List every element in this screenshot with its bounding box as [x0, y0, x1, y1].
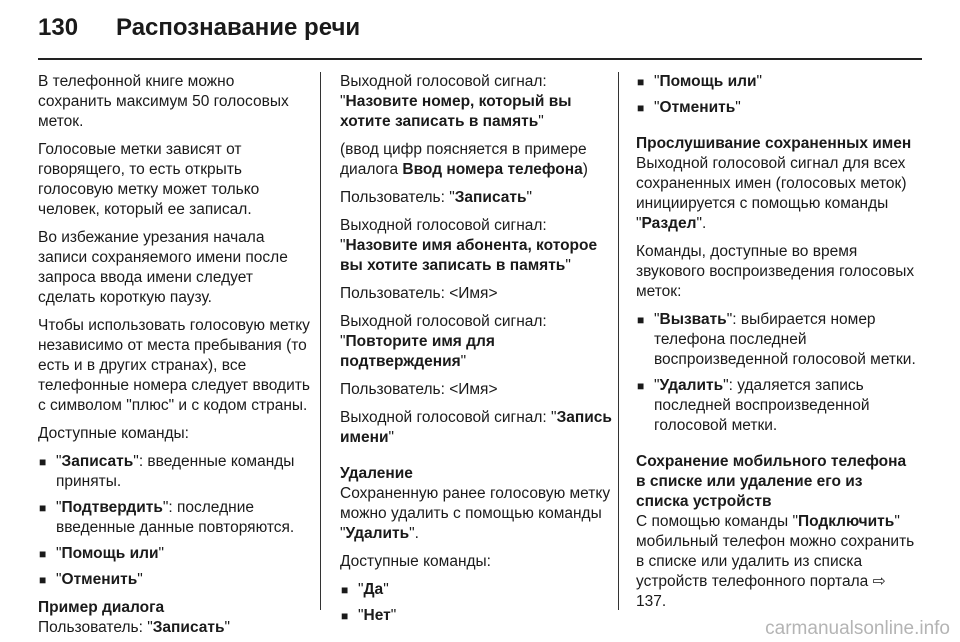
system-prompt-3: Выходной голосовой сигнал: "Повторите имя для подтверждения" — [340, 313, 547, 370]
list-item: ■ "Нет" — [340, 606, 612, 626]
list-item: ■ "Подтвердить": последние введенные данные повторяются. — [38, 498, 310, 538]
system-prompt-1: Выходной голосовой сигнал: "Назовите номер, который вы хотите записать в память" — [340, 73, 572, 130]
column-divider-2 — [618, 72, 619, 610]
command-desc: : введенные команды приняты. — [56, 453, 295, 490]
command-list — [38, 452, 310, 590]
save-text-pre: С помощью команды — [636, 513, 793, 530]
system-prompt-2: Выходной голосовой сигнал: "Назовите имя абонента, которое вы хотите записать в память" — [340, 217, 598, 274]
watermark: carmanualsonline.info — [765, 618, 950, 639]
column-3 — [636, 72, 916, 620]
listen-heading: Прослушивание сохраненных имен — [636, 135, 912, 152]
user-command: Записать — [152, 619, 225, 636]
command-name: Нет — [363, 607, 391, 624]
system-label: Выходной голосовой сигнал: — [340, 217, 547, 234]
command-name: Удалить — [659, 377, 724, 394]
note-reference: Ввод номера телефона — [402, 161, 583, 178]
user-label: Пользователь: — [38, 619, 148, 636]
note-digit-input — [340, 140, 612, 180]
save-paragraph: С помощью команды "Подключить" мобильный телефон можно сохранить в списке или удалить из списка устройств телефонного портала ⇨ 137. — [636, 513, 915, 610]
page-title: Распознавание речи — [116, 14, 361, 41]
command-list-2 — [340, 580, 612, 626]
system-label: Выходной голосовой сигнал: — [340, 73, 547, 90]
system-label: Выходной голосовой сигнал: — [340, 313, 547, 330]
page-reference[interactable]: 137 — [636, 593, 662, 610]
paragraph-voice-tag-capacity: В телефонной книге можно сохранить максимум 50 голосовых меток. — [38, 73, 289, 130]
column-divider-1 — [320, 72, 321, 610]
delete-paragraph: Сохраненную ранее голосовую метку можно удалить с помощью команды "Удалить". — [340, 485, 611, 542]
command-name: Отменить — [659, 99, 736, 116]
user-label: Пользователь: — [340, 189, 450, 206]
dialog-user-line: Пользователь: "Записать" — [38, 619, 231, 636]
delete-command: Удалить — [345, 525, 410, 542]
column-2 — [340, 72, 612, 634]
delete-text: Сохраненную ранее голосовую метку можно удалить с помощью команды — [340, 485, 611, 522]
prompt-text: Повторите имя для подтверждения — [340, 333, 495, 370]
delete-heading: Удаление — [340, 465, 413, 482]
header-rule — [38, 58, 922, 60]
list-item: ■ "Да" — [340, 580, 612, 600]
prompt-text: Назовите имя абонента, которое вы хотите записать в память — [340, 237, 598, 274]
user-command: Записать — [454, 189, 527, 206]
list-item: ■ "Помощь или" — [636, 72, 916, 92]
prompt-text: Назовите номер, который вы хотите записать в память — [340, 93, 572, 130]
command-list-3 — [636, 72, 916, 118]
commands-intro-2: Доступные команды: — [340, 553, 491, 570]
column-1 — [38, 72, 310, 638]
list-item: ■ "Записать": введенные команды приняты. — [38, 452, 310, 492]
commands-intro: Доступные команды: — [38, 425, 189, 442]
note-text: (ввод цифр поясняется в примере диалога — [340, 141, 587, 178]
page-number: 130 — [38, 14, 79, 41]
user-line-record: Пользователь: "Записать" — [340, 189, 533, 206]
playback-command-list — [636, 310, 916, 436]
system-prompt-4: Выходной голосовой сигнал: "Запись имени" — [340, 409, 612, 446]
listen-text: Выходной голосовой сигнал для всех сохраненных имен (голосовых меток) инициируется с помощью команды — [636, 155, 907, 212]
playback-intro: Команды, доступные во время звукового воспроизведения голосовых меток: — [636, 243, 915, 300]
list-item: ■ "Вызвать": выбирается номер телефона последней воспроизведенной голосовой метки. — [636, 310, 916, 370]
command-name: Да — [363, 581, 384, 598]
command-name: Записать — [61, 453, 134, 470]
command-desc: : последние введенные данные повторяются. — [56, 499, 295, 536]
note-close: ) — [582, 161, 588, 178]
prompt-text: Запись имени — [340, 409, 612, 446]
command-name: Помощь или — [61, 545, 159, 562]
command-name: Вызвать — [659, 311, 727, 328]
paragraph-pause-advice: Во избежание урезания начала записи сохраняемого имени после запроса ввода имени следует сделать короткую паузу. — [38, 229, 288, 306]
command-desc: : выбирается номер телефона последней воспроизведенной голосовой метки. — [654, 311, 916, 368]
command-name: Помощь или — [659, 73, 757, 90]
arrow-reference-icon: ⇨ — [872, 573, 886, 590]
paragraph-speaker-dependent: Голосовые метки зависят от говорящего, то есть открыть голосовую метку может только человек, который ее записал. — [38, 141, 260, 218]
command-name: Отменить — [61, 571, 138, 588]
listen-command: Раздел — [641, 215, 697, 232]
dialog-example-heading: Пример диалога — [38, 599, 165, 616]
listen-paragraph: Выходной голосовой сигнал для всех сохраненных имен (голосовых меток) инициируется с помощью команды "Раздел". — [636, 155, 907, 232]
command-desc: : удаляется запись последней воспроизведенной голосовой метки. — [654, 377, 870, 434]
command-name: Подтвердить — [61, 499, 163, 516]
paragraph-international-format: Чтобы использовать голосовую метку независимо от места пребывания (то есть и в других странах), все телефонные номера следует вводить с символом "плюс" и с кодом страны. — [38, 317, 310, 414]
save-text-post: мобильный телефон можно сохранить в списке или удалить из списка устройств телефонного портала — [636, 533, 915, 590]
user-line-name-2: Пользователь: <Имя> — [340, 381, 498, 398]
list-item: ■ "Отменить" — [38, 570, 310, 590]
save-command: Подключить — [797, 513, 895, 530]
list-item: ■ "Помощь или" — [38, 544, 310, 564]
list-item: ■ "Отменить" — [636, 98, 916, 118]
save-heading: Сохранение мобильного телефона в списке или удаление его из списка устройств — [636, 453, 907, 510]
user-line-name-1: Пользователь: <Имя> — [340, 285, 498, 302]
list-item: ■ "Удалить": удаляется запись последней воспроизведенной голосовой метки. — [636, 376, 916, 436]
system-label: Выходной голосовой сигнал: — [340, 409, 552, 426]
